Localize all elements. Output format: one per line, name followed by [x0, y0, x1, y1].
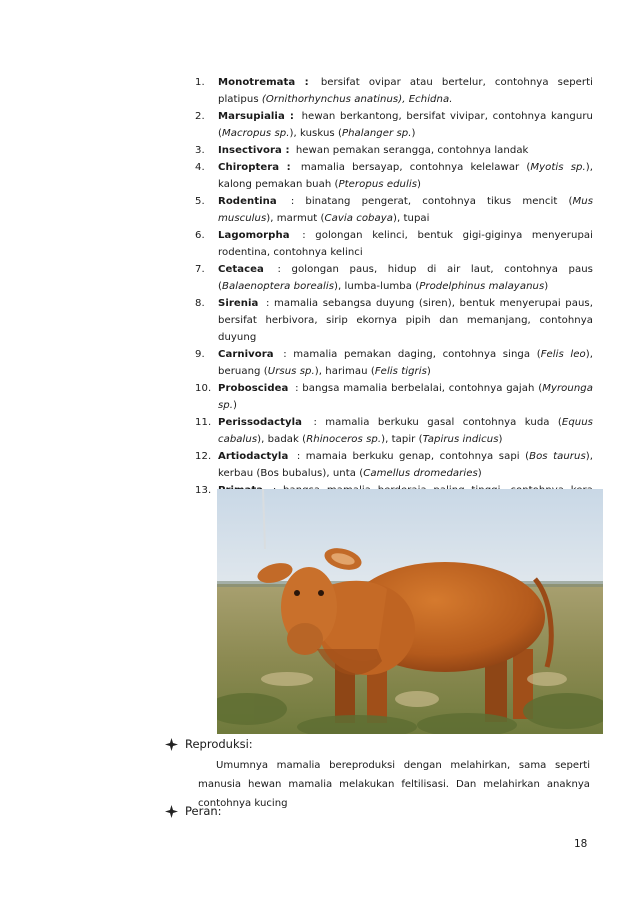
- description-text: hewan berkantong, bersifat vivipar, contohnya kanguru (: [218, 111, 593, 139]
- list-item-number: 5.: [195, 196, 205, 207]
- description-text: ), harimau (: [314, 366, 375, 377]
- list-item: [195, 414, 593, 448]
- description-text: ): [417, 179, 422, 190]
- description-text: ), kerbau (Bos bubalus), unta (: [218, 451, 593, 479]
- scientific-name: Ursus sp.: [267, 366, 315, 377]
- scientific-name: Cavia cobaya: [324, 213, 394, 224]
- list-item-text: [218, 414, 593, 448]
- description-text: ): [426, 366, 431, 377]
- scientific-name: Bos taurus: [529, 451, 586, 462]
- list-item-number: 2.: [195, 111, 205, 122]
- scientific-name: Mus musculus: [218, 196, 593, 224]
- list-item-text: [218, 261, 593, 295]
- list-item: [195, 380, 593, 414]
- list-item: [195, 193, 593, 227]
- description-text: ), kalong pemakan buah (: [218, 162, 593, 190]
- list-item-text: [218, 142, 593, 159]
- scientific-name: Camellus dromedaries: [363, 468, 478, 479]
- list-item-number: 12.: [195, 451, 212, 462]
- list-item-number: 8.: [195, 298, 205, 309]
- description-text: ): [233, 400, 238, 411]
- description-text: : golongan kelinci, bentuk gigi-giginya menyerupai rodentina, contohnya kelinci: [218, 230, 593, 258]
- list-item: [195, 142, 593, 159]
- scientific-name: Balaenoptera borealis: [222, 281, 335, 292]
- list-item-text: [218, 74, 593, 108]
- list-item-term: Carnivora: [218, 349, 274, 360]
- list-item-term: Artiodactyla: [218, 451, 289, 462]
- list-item-term: Monotremata :: [218, 77, 309, 88]
- description-text: ), badak (: [257, 434, 307, 445]
- list-item-term: Perissodactyla: [218, 417, 303, 428]
- list-item-number: 9.: [195, 349, 205, 360]
- list-item: [195, 346, 593, 380]
- list-item-text: [218, 380, 593, 414]
- list-item-text: [218, 227, 593, 261]
- peran-heading: [165, 804, 222, 818]
- list-item: [195, 159, 593, 193]
- scientific-name: Equus cabalus: [218, 417, 593, 445]
- reproduksi-paragraph: Umumnya mamalia bereproduksi dengan melahirkan, sama seperti manusia hewan mamalia melakukan feltilisasi. Dan melahirkan anaknya contohnya kucing: [198, 760, 590, 809]
- list-item-number: 13.: [195, 485, 212, 496]
- list-item-text: [218, 346, 593, 380]
- description-text: : binatang pengerat, contohnya tikus mencit (: [290, 196, 573, 207]
- list-item-term: Lagomorpha: [218, 230, 290, 241]
- list-item-term: Chiroptera :: [218, 162, 291, 173]
- description-text: ), kuskus (: [289, 128, 342, 139]
- description-text: : mamalia berkuku gasal contohnya kuda (: [313, 417, 562, 428]
- list-item-term: Proboscidea: [218, 383, 289, 394]
- description-text: ), tapir (: [381, 434, 423, 445]
- description-text: mamalia bersayap, contohnya kelelawar (: [300, 162, 531, 173]
- scientific-name: Macropus sp.: [222, 128, 290, 139]
- list-item: [195, 108, 593, 142]
- description-text: ): [411, 128, 416, 139]
- description-text: : mamalia pemakan daging, contohnya singa (: [283, 349, 541, 360]
- list-item-number: 6.: [195, 230, 205, 241]
- scientific-name: Rhinoceros sp.: [306, 434, 382, 445]
- description-text: ), beruang (: [218, 349, 593, 377]
- list-item-number: 4.: [195, 162, 205, 173]
- diamond-bullet-icon: [165, 738, 179, 751]
- peran-heading-text: Peran:: [185, 804, 222, 818]
- description-text: ), marmut (: [266, 213, 325, 224]
- list-item-text: [218, 108, 593, 142]
- scientific-name: Myotis sp.: [530, 162, 586, 173]
- diamond-bullet-icon: [165, 805, 179, 818]
- cow-photo: [217, 489, 603, 734]
- page-number: 18: [574, 838, 588, 850]
- description-text: ), tupai: [393, 213, 430, 224]
- list-item-text: [218, 193, 593, 227]
- description-text: : mamaia berkuku genap, contohnya sapi (: [296, 451, 530, 462]
- list-item-text: [218, 295, 593, 346]
- description-text: : bangsa mamalia berbelalai, contohnya gajah (: [295, 383, 543, 394]
- list-item-number: 10.: [195, 383, 212, 394]
- scientific-name: Phalanger sp.: [341, 128, 412, 139]
- reproduksi-heading-text: Reproduksi:: [185, 737, 253, 751]
- scientific-name: Prodelphinus malayanus: [419, 281, 545, 292]
- list-item: [195, 295, 593, 346]
- list-item-term: Rodentina: [218, 196, 277, 207]
- description-text: hewan pemakan serangga, contohnya landak: [295, 145, 529, 156]
- list-item: [195, 448, 593, 482]
- mammal-order-list: [195, 74, 593, 533]
- list-item-term: Sirenia: [218, 298, 259, 309]
- scientific-name: (Ornithorhynchus anatinus), Echidna.: [261, 94, 453, 105]
- scientific-name: Felis tigris: [374, 366, 427, 377]
- scientific-name: Myrounga sp.: [218, 383, 593, 411]
- description-text: ), lumba-lumba (: [334, 281, 420, 292]
- reproduksi-heading: [165, 737, 253, 751]
- description-text: ): [544, 281, 549, 292]
- scientific-name: Felis leo: [540, 349, 586, 360]
- list-item-term: Marsupialia :: [218, 111, 294, 122]
- list-item: [195, 261, 593, 295]
- scientific-name: Pteropus edulis: [338, 179, 418, 190]
- list-item: [195, 74, 593, 108]
- list-item-term: Insectivora :: [218, 145, 290, 156]
- description-text: bersifat ovipar atau bertelur, contohnya seperti platipus: [218, 77, 593, 105]
- list-item: [195, 227, 593, 261]
- list-item-number: 1.: [195, 77, 205, 88]
- list-item-number: 11.: [195, 417, 212, 428]
- list-item-term: Cetacea: [218, 264, 264, 275]
- list-item-text: [218, 448, 593, 482]
- scientific-name: Tapirus indicus: [422, 434, 499, 445]
- description-text: : golongan paus, hidup di air laut, contohnya paus (: [218, 264, 593, 292]
- description-text: ): [477, 468, 482, 479]
- list-item-text: [218, 159, 593, 193]
- list-item-number: 3.: [195, 145, 205, 156]
- description-text: : mamalia sebangsa duyung (siren), bentuk menyerupai paus, bersifat herbivora, sirip ekornya pipih dan memanjang, contohnya duyung: [218, 298, 593, 343]
- list-item-number: 7.: [195, 264, 205, 275]
- description-text: ): [498, 434, 503, 445]
